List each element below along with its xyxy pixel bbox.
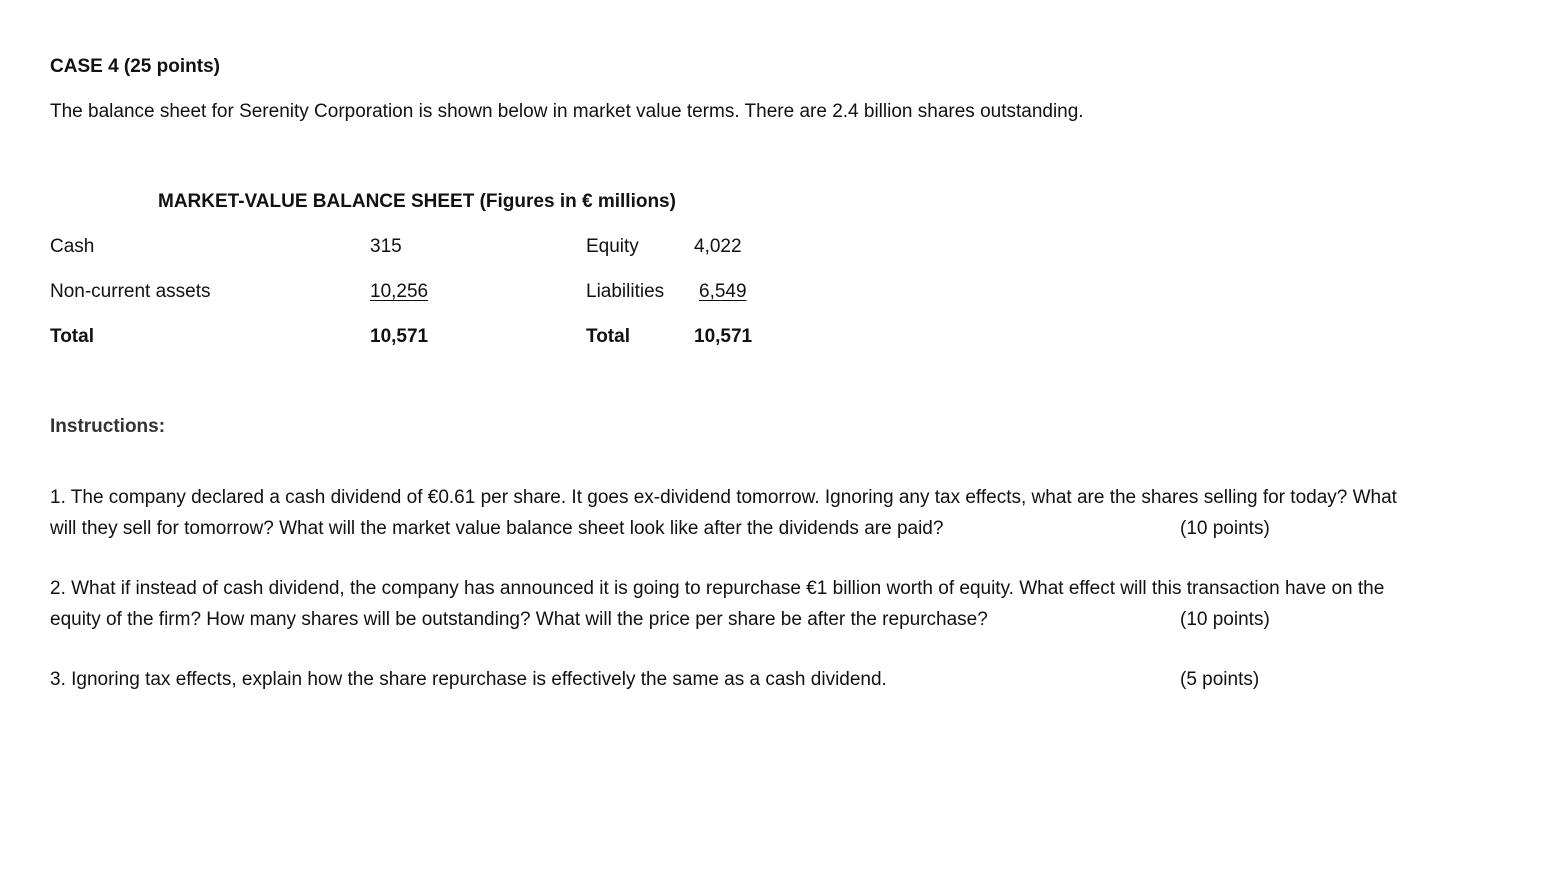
question-1-line-2: will they sell for tomorrow? What will the market value balance sheet look like after the dividends are paid? [50,518,944,539]
non-current-assets-value: 10,256 [370,281,429,302]
cash-label: Cash [50,236,95,257]
question-3 [50,664,1495,695]
question-3-line-1: 3. Ignoring tax effects, explain how the share repurchase is effectively the same as a cash dividend. [50,669,887,690]
question-1-line-1: 1. The company declared a cash dividend of €0.61 per share. It goes ex-dividend tomorrow. Ignoring any tax effects, what are the shares selling for today? What [50,487,1397,508]
equity-value: 4,022 [694,236,742,257]
instructions-heading: Instructions: [50,416,166,437]
question-1 [50,482,1495,544]
equity-label: Equity [586,236,639,257]
assets-total-label: Total [50,326,94,347]
liabilities-label: Liabilities [586,281,665,302]
question-1-points: (10 points) [1180,518,1270,539]
question-3-points: (5 points) [1180,669,1260,690]
question-2-line-1: 2. What if instead of cash dividend, the company has announced it is going to repurchase €1 billion worth of equity. What effect will this transaction have on the [50,578,1385,599]
claims-total-label: Total [586,326,630,347]
claims-total-value: 10,571 [694,326,753,347]
cash-value: 315 [370,236,402,257]
case-title: CASE 4 (25 points) [50,56,220,77]
intro-text: The balance sheet for Serenity Corporation is shown below in market value terms. There are 2.4 billion shares outstanding. [50,101,1084,122]
question-2 [50,573,1495,635]
question-2-points: (10 points) [1180,609,1270,630]
non-current-assets-label: Non-current assets [50,281,211,302]
balance-sheet-title: MARKET-VALUE BALANCE SHEET (Figures in € millions) [158,191,676,212]
assets-total-value: 10,571 [370,326,429,347]
liabilities-value: 6,549 [699,281,747,302]
question-2-line-2: equity of the firm? How many shares will be outstanding? What will the price per share be after the repurchase? [50,609,988,630]
